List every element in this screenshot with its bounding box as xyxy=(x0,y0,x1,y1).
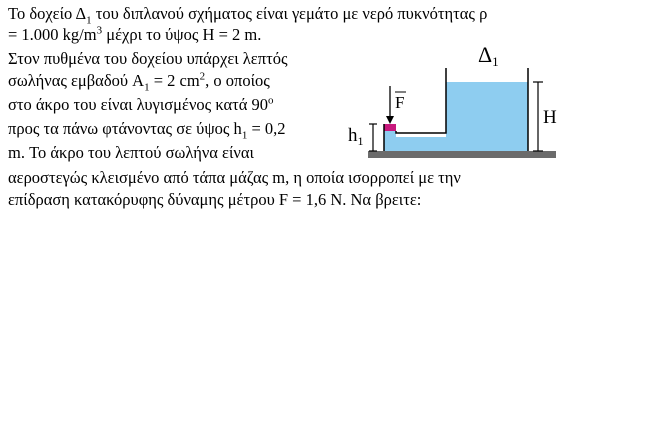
force-label: F xyxy=(395,93,405,112)
force-arrowhead xyxy=(386,116,394,124)
plug xyxy=(384,124,396,131)
text-line-8: αεροστεγώς κλεισμένο από τάπα μάζας m, η οποία ισορροπεί με την xyxy=(8,168,461,187)
text-line-3: Στον πυθμένα του δοχείου υπάρχει λεπτός xyxy=(8,49,288,68)
text-line-4: σωλήνας εμβαδού $A_1 = 2$ $cm^2$, ο οποίος xyxy=(8,70,270,94)
text-line-2: = 1.000 $kg/m^3$ μέχρι το ύψος H = 2 m. xyxy=(8,24,262,44)
base-plate xyxy=(368,151,556,158)
text-line-5: στο άκρο του είναι λυγισμένος κατά 90$^o$ xyxy=(8,94,274,114)
height-label: H xyxy=(543,107,557,128)
tube-water xyxy=(384,137,446,151)
tank-label: Δ1 xyxy=(478,42,499,69)
text-line-7: m. Το άκρο του λεπτού σωλήνα είναι xyxy=(8,143,254,162)
tank-water xyxy=(446,82,528,151)
tank-diagram xyxy=(340,40,560,165)
text-line-1: Το δοχείο $\Delta_1$ του διπλανού σχήματος είναι γεμάτο με νερό πυκνότητας ρ xyxy=(8,4,488,27)
tube-height-label: $h_1$ xyxy=(348,125,364,148)
text-line-9: επίδραση κατακόρυφης δύναμης μέτρου F = 1,6 N. Να βρειτε: xyxy=(8,190,422,209)
text-line-6: προς τα πάνω φτάνοντας σε ύψος $h_1 = 0,2$ xyxy=(8,119,286,142)
